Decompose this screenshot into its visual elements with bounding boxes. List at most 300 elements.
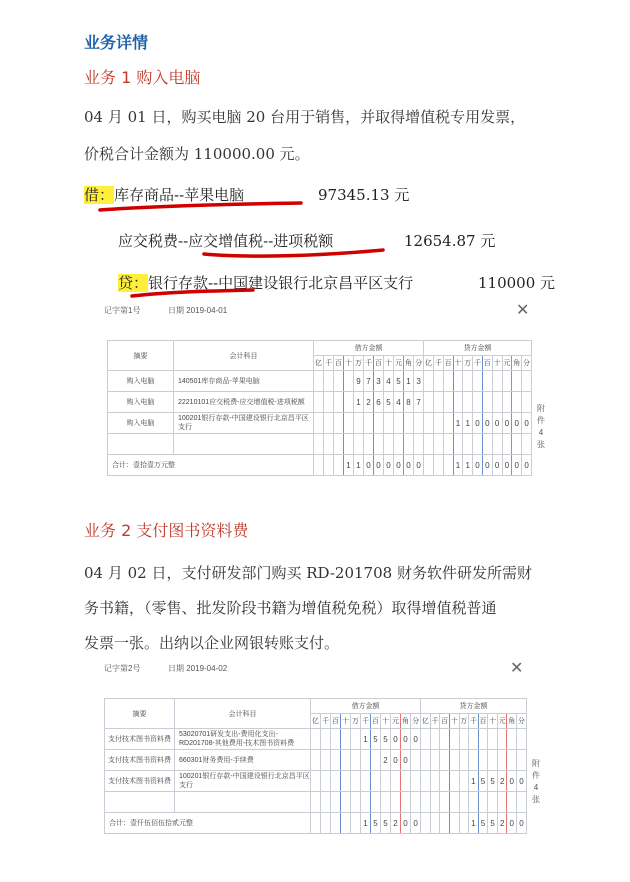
digit-cell <box>311 750 321 771</box>
v1-col-credit: 贷方金额 <box>424 341 532 356</box>
digit-cell <box>440 750 450 771</box>
digit-cell: 0 <box>374 455 384 476</box>
digit-cell <box>354 434 364 455</box>
row-account[interactable]: 53020701研发支出-费用化支出-RD201708-其他费用-技术图书资料费 <box>175 729 311 750</box>
digit-cell <box>449 813 459 834</box>
row-summary[interactable]: 购入电脑 <box>108 413 174 434</box>
digit-cell <box>331 771 341 792</box>
digit-cell <box>424 455 434 476</box>
digit-cell: 3 <box>374 371 384 392</box>
digit-header: 亿 <box>424 356 434 371</box>
digit-cell <box>430 771 440 792</box>
digit-cell <box>384 434 394 455</box>
voucher2-attach <box>531 758 541 806</box>
digit-header: 百 <box>440 714 450 729</box>
digit-cell <box>321 729 331 750</box>
digit-cell: 5 <box>488 771 498 792</box>
digit-header: 十 <box>341 714 351 729</box>
digit-cell: 7 <box>364 371 374 392</box>
digit-cell <box>430 792 440 813</box>
digit-cell: 0 <box>492 455 502 476</box>
digit-cell: 0 <box>404 455 414 476</box>
digit-cell <box>351 771 361 792</box>
digit-cell <box>440 771 450 792</box>
digit-header: 万 <box>351 714 361 729</box>
digit-cell <box>344 434 354 455</box>
digit-cell <box>314 434 324 455</box>
tax-account: 应交税费--应交增值税--进项税额 <box>118 232 334 250</box>
debit-account: 库存商品--苹果电脑 <box>114 186 245 204</box>
attach-char: 附 <box>532 759 540 768</box>
digit-cell <box>449 792 459 813</box>
digit-cell <box>331 750 341 771</box>
digit-cell <box>449 750 459 771</box>
biz1-title: 业务 1 购入电脑 <box>84 68 201 87</box>
tax-amount: 12654.87 元 <box>404 232 496 250</box>
digit-cell <box>497 750 507 771</box>
digit-cell: 5 <box>371 813 381 834</box>
digit-cell: 0 <box>517 813 527 834</box>
digit-header: 百 <box>478 714 488 729</box>
digit-cell <box>492 434 502 455</box>
digit-header: 元 <box>497 714 507 729</box>
digit-cell <box>473 371 483 392</box>
attach-char: 张 <box>532 795 540 804</box>
digit-cell <box>344 371 354 392</box>
digit-header: 千 <box>321 714 331 729</box>
voucher-total-row <box>105 813 527 834</box>
digit-cell <box>430 813 440 834</box>
attach-char: 4 <box>538 428 544 437</box>
row-summary[interactable] <box>105 792 175 813</box>
digit-cell <box>334 392 344 413</box>
digit-cell: 0 <box>492 413 502 434</box>
voucher1-close-icon[interactable]: ✕ <box>516 300 530 319</box>
row-summary[interactable]: 购入电脑 <box>108 392 174 413</box>
digit-cell <box>324 413 334 434</box>
digit-cell: 1 <box>404 371 414 392</box>
voucher2-date: 日期 2019-04-02 <box>168 664 228 673</box>
digit-cell: 0 <box>394 455 404 476</box>
digit-cell <box>463 434 473 455</box>
digit-cell <box>374 434 384 455</box>
digit-cell <box>517 729 527 750</box>
digit-cell <box>324 392 334 413</box>
attach-char: 件 <box>532 771 540 780</box>
digit-cell <box>449 729 459 750</box>
digit-cell <box>507 729 517 750</box>
digit-cell <box>361 771 371 792</box>
digit-cell: 0 <box>507 771 517 792</box>
digit-header: 角 <box>507 714 517 729</box>
digit-cell: 0 <box>522 455 532 476</box>
digit-cell <box>440 792 450 813</box>
attach-char: 4 <box>533 783 539 792</box>
voucher1-attach <box>536 403 546 451</box>
row-summary[interactable]: 支付技术图书资料费 <box>105 771 175 792</box>
digit-cell <box>459 813 469 834</box>
row-summary[interactable]: 购入电脑 <box>108 371 174 392</box>
digit-cell <box>341 750 351 771</box>
voucher1-table <box>107 340 532 476</box>
digit-cell <box>404 434 414 455</box>
digit-cell <box>371 750 381 771</box>
digit-cell <box>482 434 492 455</box>
digit-cell <box>401 792 411 813</box>
digit-cell <box>492 392 502 413</box>
digit-cell <box>449 771 459 792</box>
digit-cell <box>311 792 321 813</box>
digit-cell <box>507 750 517 771</box>
digit-cell: 1 <box>463 413 473 434</box>
v2-col-debit: 借方金额 <box>311 699 421 714</box>
digit-cell <box>424 413 434 434</box>
digit-cell <box>344 392 354 413</box>
digit-cell: 0 <box>364 455 374 476</box>
digit-cell <box>354 413 364 434</box>
v1-col-debit: 借方金额 <box>314 341 424 356</box>
digit-cell <box>440 729 450 750</box>
digit-cell <box>522 371 532 392</box>
digit-cell <box>361 792 371 813</box>
digit-cell: 0 <box>401 750 411 771</box>
digit-cell <box>314 413 324 434</box>
digit-cell: 0 <box>473 413 483 434</box>
digit-cell: 0 <box>401 729 411 750</box>
digit-cell <box>381 771 391 792</box>
digit-cell <box>421 792 431 813</box>
digit-cell <box>512 434 522 455</box>
digit-cell: 5 <box>381 729 391 750</box>
digit-cell: 5 <box>478 813 488 834</box>
digit-cell: 0 <box>391 729 401 750</box>
digit-cell <box>341 792 351 813</box>
digit-cell <box>424 392 434 413</box>
digit-header: 百 <box>443 356 453 371</box>
digit-cell <box>371 792 381 813</box>
credit-account: 银行存款--中国建设银行北京昌平区支行 <box>148 274 414 292</box>
row-account[interactable] <box>175 792 311 813</box>
digit-cell <box>512 392 522 413</box>
digit-header: 千 <box>473 356 483 371</box>
digit-cell <box>364 434 374 455</box>
digit-cell <box>331 813 341 834</box>
digit-cell <box>469 792 479 813</box>
digit-header: 分 <box>414 356 424 371</box>
digit-cell <box>463 371 473 392</box>
voucher-row[interactable] <box>105 729 527 750</box>
biz2-title: 业务 2 支付图书资料费 <box>84 521 249 540</box>
digit-cell <box>341 729 351 750</box>
digit-cell <box>433 434 443 455</box>
digit-cell: 0 <box>502 455 512 476</box>
digit-cell: 9 <box>354 371 364 392</box>
digit-cell: 5 <box>384 392 394 413</box>
digit-cell: 1 <box>453 413 463 434</box>
digit-header: 万 <box>463 356 473 371</box>
voucher2-no: 记字第2号 <box>104 664 141 673</box>
voucher1-date: 日期 2019-04-01 <box>168 306 228 315</box>
digit-cell: 1 <box>463 455 473 476</box>
digit-cell <box>433 371 443 392</box>
digit-cell: 0 <box>411 729 421 750</box>
digit-cell <box>344 413 354 434</box>
digit-cell <box>488 729 498 750</box>
digit-cell: 5 <box>371 729 381 750</box>
voucher2-close-icon[interactable]: ✕ <box>510 658 524 677</box>
digit-header: 千 <box>469 714 479 729</box>
digit-header: 十 <box>449 714 459 729</box>
digit-cell <box>414 413 424 434</box>
row-summary[interactable]: 支付技术图书资料费 <box>105 750 175 771</box>
digit-cell: 0 <box>512 413 522 434</box>
digit-header: 元 <box>394 356 404 371</box>
digit-cell <box>394 434 404 455</box>
v2-col-summary: 摘要 <box>105 699 175 729</box>
digit-cell <box>459 729 469 750</box>
digit-cell <box>371 771 381 792</box>
row-account[interactable] <box>174 434 314 455</box>
digit-cell: 2 <box>497 813 507 834</box>
digit-cell <box>478 792 488 813</box>
digit-cell <box>433 455 443 476</box>
voucher-row[interactable] <box>108 392 532 413</box>
digit-header: 千 <box>364 356 374 371</box>
digit-cell <box>324 371 334 392</box>
digit-header: 百 <box>371 714 381 729</box>
digit-cell: 5 <box>394 371 404 392</box>
digit-cell: 0 <box>411 813 421 834</box>
digit-cell <box>482 392 492 413</box>
digit-cell <box>502 392 512 413</box>
biz1-para-line2: 价税合计金额为 110000.00 元。 <box>84 145 310 163</box>
digit-cell <box>404 413 414 434</box>
digit-cell <box>443 371 453 392</box>
digit-cell <box>443 455 453 476</box>
digit-cell <box>459 771 469 792</box>
digit-cell <box>381 792 391 813</box>
digit-cell: 0 <box>502 413 512 434</box>
digit-cell: 7 <box>414 392 424 413</box>
row-summary[interactable] <box>108 434 174 455</box>
digit-cell: 1 <box>354 455 364 476</box>
digit-header: 十 <box>492 356 502 371</box>
digit-cell <box>421 813 431 834</box>
digit-cell <box>433 392 443 413</box>
digit-cell <box>478 729 488 750</box>
digit-cell <box>502 371 512 392</box>
row-account[interactable]: 22210101应交税费-应交增值税-进项税额 <box>174 392 314 413</box>
digit-cell <box>414 434 424 455</box>
digit-cell: 4 <box>394 392 404 413</box>
digit-cell: 8 <box>404 392 414 413</box>
digit-header: 亿 <box>421 714 431 729</box>
digit-cell <box>488 792 498 813</box>
digit-header: 千 <box>433 356 443 371</box>
digit-header: 元 <box>391 714 401 729</box>
digit-cell <box>321 771 331 792</box>
credit-underline <box>128 286 258 302</box>
digit-cell <box>334 371 344 392</box>
tax-underline <box>198 242 388 262</box>
debit-underline <box>96 198 306 214</box>
digit-cell <box>478 750 488 771</box>
digit-header: 千 <box>430 714 440 729</box>
digit-cell: 2 <box>381 750 391 771</box>
digit-header: 千 <box>361 714 371 729</box>
digit-cell: 5 <box>478 771 488 792</box>
digit-cell <box>443 413 453 434</box>
biz2-para-line2: 务书籍，（零售、批发阶段书籍为增值税免税）取得增值税普通 <box>84 599 497 617</box>
digit-header: 万 <box>354 356 364 371</box>
digit-cell <box>469 729 479 750</box>
attach-char: 件 <box>537 416 545 425</box>
biz2-para-line1: 04 月 02 日，支付研发部门购买 RD-201708 财务软件研发所需财 <box>84 564 532 582</box>
total-label: 合计：壹仟伍佰伍拾贰元整 <box>105 813 311 834</box>
digit-cell <box>334 434 344 455</box>
digit-cell: 2 <box>391 813 401 834</box>
row-account[interactable]: 100201银行存款-中国建设银行北京昌平区支行 <box>174 413 314 434</box>
digit-cell: 0 <box>414 455 424 476</box>
row-summary[interactable]: 支付技术图书资料费 <box>105 729 175 750</box>
digit-cell <box>334 413 344 434</box>
debit-label: 借： <box>84 186 115 204</box>
digit-cell: 0 <box>512 455 522 476</box>
digit-cell: 6 <box>374 392 384 413</box>
digit-cell <box>314 455 324 476</box>
digit-header: 百 <box>334 356 344 371</box>
digit-cell <box>488 750 498 771</box>
voucher-row[interactable] <box>105 771 527 792</box>
row-account[interactable]: 140501库存商品-苹果电脑 <box>174 371 314 392</box>
digit-cell <box>321 792 331 813</box>
digit-cell <box>361 750 371 771</box>
digit-cell: 0 <box>482 455 492 476</box>
digit-cell <box>331 792 341 813</box>
digit-cell <box>391 792 401 813</box>
biz1-para-line1: 04 月 01 日，购买电脑 20 台用于销售，并取得增值税专用发票， <box>84 108 526 126</box>
voucher-row[interactable] <box>108 434 532 455</box>
digit-cell <box>453 392 463 413</box>
digit-header: 十 <box>384 356 394 371</box>
digit-cell <box>517 792 527 813</box>
digit-header: 十 <box>344 356 354 371</box>
voucher2-table <box>104 698 527 834</box>
digit-header: 十 <box>381 714 391 729</box>
total-label: 合计：壹拾壹万元整 <box>108 455 314 476</box>
digit-cell <box>364 413 374 434</box>
digit-cell <box>522 434 532 455</box>
attach-char: 附 <box>537 404 545 413</box>
digit-header: 千 <box>324 356 334 371</box>
digit-cell <box>341 771 351 792</box>
digit-header: 百 <box>374 356 384 371</box>
digit-cell: 2 <box>364 392 374 413</box>
digit-header: 分 <box>517 714 527 729</box>
digit-header: 百 <box>482 356 492 371</box>
digit-cell <box>411 771 421 792</box>
voucher-row[interactable] <box>105 792 527 813</box>
digit-cell <box>512 371 522 392</box>
digit-cell <box>473 434 483 455</box>
digit-cell: 0 <box>482 413 492 434</box>
digit-cell <box>430 750 440 771</box>
digit-cell <box>324 434 334 455</box>
debit-amount: 97345.13 元 <box>318 186 410 204</box>
digit-cell <box>453 434 463 455</box>
row-account[interactable]: 100201银行存款-中国建设银行北京昌平区支行 <box>175 771 311 792</box>
digit-cell: 0 <box>473 455 483 476</box>
v2-col-account: 会计科目 <box>175 699 311 729</box>
digit-cell: 1 <box>469 771 479 792</box>
voucher-row[interactable] <box>108 371 532 392</box>
digit-cell <box>351 729 361 750</box>
digit-cell <box>351 750 361 771</box>
digit-cell: 0 <box>507 813 517 834</box>
row-account[interactable]: 660301财务费用-手续费 <box>175 750 311 771</box>
v2-col-credit: 贷方金额 <box>421 699 527 714</box>
digit-header: 十 <box>488 714 498 729</box>
digit-cell: 0 <box>391 750 401 771</box>
digit-cell <box>463 392 473 413</box>
voucher1-no: 记字第1号 <box>104 306 141 315</box>
voucher-row[interactable] <box>108 413 532 434</box>
digit-cell <box>374 413 384 434</box>
digit-cell: 0 <box>401 813 411 834</box>
digit-cell <box>497 729 507 750</box>
digit-header: 万 <box>459 714 469 729</box>
digit-cell: 5 <box>488 813 498 834</box>
digit-header: 角 <box>512 356 522 371</box>
digit-cell <box>334 455 344 476</box>
digit-cell: 5 <box>381 813 391 834</box>
digit-cell <box>517 750 527 771</box>
voucher-row[interactable] <box>105 750 527 771</box>
digit-cell <box>324 455 334 476</box>
digit-cell <box>507 792 517 813</box>
digit-cell <box>473 392 483 413</box>
digit-cell <box>424 371 434 392</box>
digit-cell <box>321 813 331 834</box>
digit-cell <box>314 371 324 392</box>
credit-amount: 110000 元 <box>478 274 556 292</box>
digit-cell: 1 <box>453 455 463 476</box>
digit-header: 十 <box>453 356 463 371</box>
digit-cell <box>502 434 512 455</box>
digit-header: 元 <box>502 356 512 371</box>
digit-cell: 1 <box>469 813 479 834</box>
digit-cell <box>453 371 463 392</box>
digit-cell <box>421 771 431 792</box>
voucher-total-row <box>108 455 532 476</box>
credit-label: 贷： <box>118 274 149 292</box>
digit-cell: 2 <box>497 771 507 792</box>
digit-cell <box>443 392 453 413</box>
digit-header: 分 <box>411 714 421 729</box>
digit-cell <box>522 392 532 413</box>
digit-cell <box>443 434 453 455</box>
digit-cell <box>311 813 321 834</box>
digit-cell: 0 <box>517 771 527 792</box>
v1-col-summary: 摘要 <box>108 341 174 371</box>
digit-cell <box>401 771 411 792</box>
digit-header: 分 <box>522 356 532 371</box>
digit-cell <box>331 729 341 750</box>
digit-cell <box>430 729 440 750</box>
digit-cell: 4 <box>384 371 394 392</box>
digit-cell <box>311 771 321 792</box>
digit-cell <box>440 813 450 834</box>
